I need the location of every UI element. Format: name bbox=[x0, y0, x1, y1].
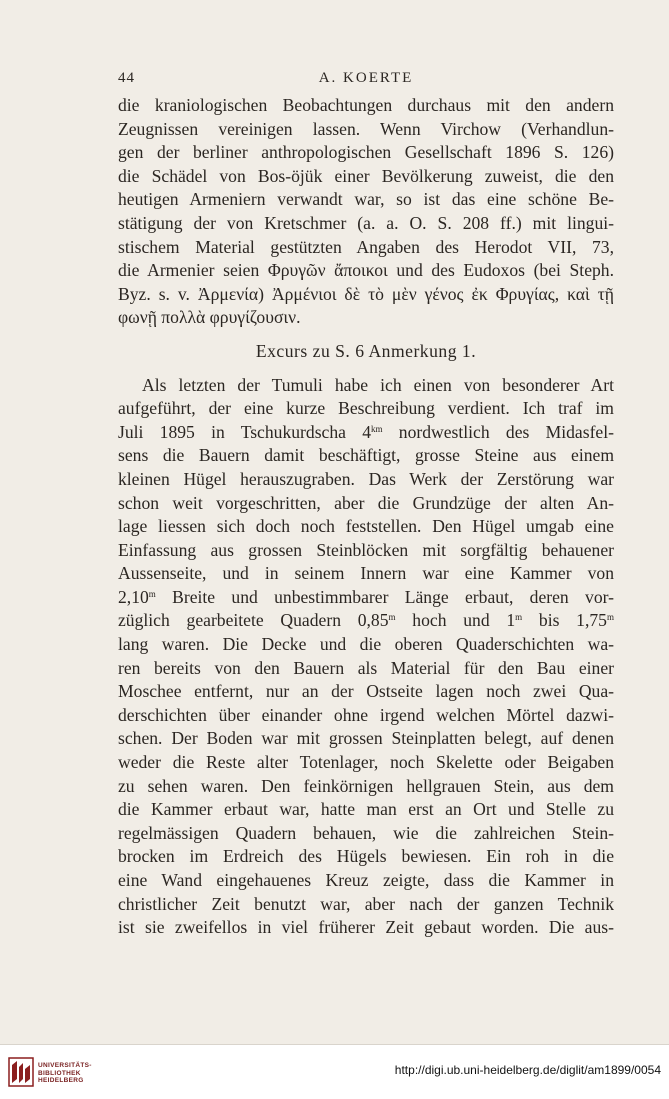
text-line: Byz. s. v. Ἀρμενία) Ἀρμένιοι δὲ τὸ μὲν γένος ἐκ Φρυγίας, καὶ τῇ bbox=[118, 283, 614, 304]
text-line: heutigen Armeniern verwandt war, so ist das eine schöne Be- bbox=[118, 189, 614, 210]
text-line: stätigung der von Kretschmer (a. a. O. S. 208 ff.) mit lingui- bbox=[118, 212, 614, 233]
text-run: nordwestlich des Midasfel- bbox=[382, 421, 614, 442]
text-line: Moschee entfernt, nur an der Ostseite lagen noch zwei Qua- bbox=[118, 681, 614, 702]
unit-superscript: m bbox=[388, 612, 396, 623]
university-library-logo-icon bbox=[8, 1057, 34, 1087]
library-name bbox=[38, 1062, 92, 1085]
text-line: die Schädel von Bos-öjük einer Bevölkerung zuweist, die den bbox=[118, 165, 614, 186]
text-line: aufgeführt, der eine kurze Beschreibung verdient. Ich traf im bbox=[118, 398, 614, 419]
text-line: regelmässigen Quadern behauen, wie die zahlreichen Stein- bbox=[118, 822, 614, 843]
running-head bbox=[118, 70, 614, 90]
body-text bbox=[118, 94, 614, 940]
text-line: die Kammer erbaut war, hatte man erst an Ort und Stelle zu bbox=[118, 799, 614, 820]
text-line: weder die Reste alter Totenlager, noch Skelette oder Beigaben bbox=[118, 752, 614, 773]
text-line: eine Wand eingehauenes Kreuz zeigte, dass die Kammer in bbox=[118, 870, 614, 890]
text-line: derschichten über einander ohne irgend welchen Mörtel dazwi- bbox=[118, 704, 614, 725]
text-line: schon weit vorgeschritten, aber die Grundzüge der alten An- bbox=[118, 492, 614, 513]
unit-superscript: m bbox=[148, 588, 156, 599]
text-line: zu sehen waren. Den feinkörnigen hellgrauen Stein, aus dem bbox=[118, 775, 614, 796]
text-line: φωνῇ πολλὰ φρυγίζουσιν. bbox=[118, 307, 301, 328]
text-line: lage liessen sich doch noch feststellen. Den Hügel umgab eine bbox=[118, 516, 614, 537]
unit-superscript: m bbox=[606, 612, 614, 623]
text-line: stischem Material gestützten Angaben des Herodot VII, 73, bbox=[118, 236, 614, 257]
text-line: ist sie zweifellos in viel früherer Zeit gebaut worden. Die aus- bbox=[118, 917, 614, 938]
text-line: Einfassung aus grossen Steinblöcken mit sorgfältig behauener bbox=[118, 539, 614, 560]
text-line: ren bereits von den Bauern als Material für den Bau einer bbox=[118, 657, 614, 678]
running-title: A. KOERTE bbox=[318, 70, 414, 86]
text-line: brocken im Erdreich des Hügels bewiesen. Ein roh in die bbox=[118, 846, 614, 867]
text-line bbox=[118, 609, 614, 633]
text-run: bis 1,75 bbox=[522, 610, 607, 631]
text-line: sens die Bauern damit beschäftigt, grosse Steine aus einem bbox=[118, 445, 614, 466]
text-run: züglich gearbeitete Quadern 0,85 bbox=[118, 610, 389, 631]
page-number: 44 bbox=[118, 70, 135, 86]
text-line: christlicher Zeit benutzt war, aber nach der ganzen Technik bbox=[118, 893, 614, 914]
text-line bbox=[118, 421, 614, 445]
library-name-line: BIBLIOTHEK bbox=[38, 1069, 81, 1077]
viewer-footer bbox=[0, 1044, 669, 1099]
text-line: gen der berliner anthropologischen Gesellschaft 1896 S. 126) bbox=[118, 142, 614, 163]
text-run: 2,10 bbox=[118, 586, 149, 607]
text-line: Zeugnissen vereinigen lassen. Wenn Virchow (Verhandlun- bbox=[118, 118, 614, 139]
text-line: lang waren. Die Decke und die oberen Quaderschichten wa- bbox=[118, 634, 614, 655]
text-run: Breite und unbestimmbarer Länge erbaut, deren vor- bbox=[155, 586, 614, 607]
unit-superscript: m bbox=[515, 612, 523, 623]
text-line: Als letzten der Tumuli habe ich einen von besonderer Art bbox=[142, 374, 614, 395]
text-run: Juli 1895 in Tschukurdscha 4 bbox=[118, 421, 372, 442]
text-line: die Armenier seien Φρυγῶν ἄποικοι und des Eudoxos (bei Steph. bbox=[118, 260, 614, 281]
library-name-line: HEIDELBERG bbox=[38, 1077, 84, 1084]
unit-superscript: km bbox=[371, 423, 383, 434]
text-line: Aussenseite, und in seinem Innern war eine Kammer von bbox=[118, 563, 614, 584]
text-line: schen. Der Boden war mit grossen Steinplatten belegt, auf denen bbox=[118, 728, 614, 749]
library-name-line: UNIVERSITÄTS- bbox=[38, 1062, 92, 1069]
text-run: hoch und 1 bbox=[395, 610, 516, 631]
section-heading: Excurs zu S. 6 Anmerkung 1. bbox=[255, 340, 477, 361]
text-line: kleinen Hügel herauszugraben. Das Werk der Zerstörung war bbox=[118, 468, 614, 489]
permalink-url[interactable]: http://digi.ub.uni-heidelberg.de/diglit/am1899/0054 bbox=[394, 1063, 661, 1077]
text-line bbox=[118, 586, 614, 610]
text-line: die kraniologischen Beobachtungen durchaus mit den andern bbox=[118, 95, 614, 115]
